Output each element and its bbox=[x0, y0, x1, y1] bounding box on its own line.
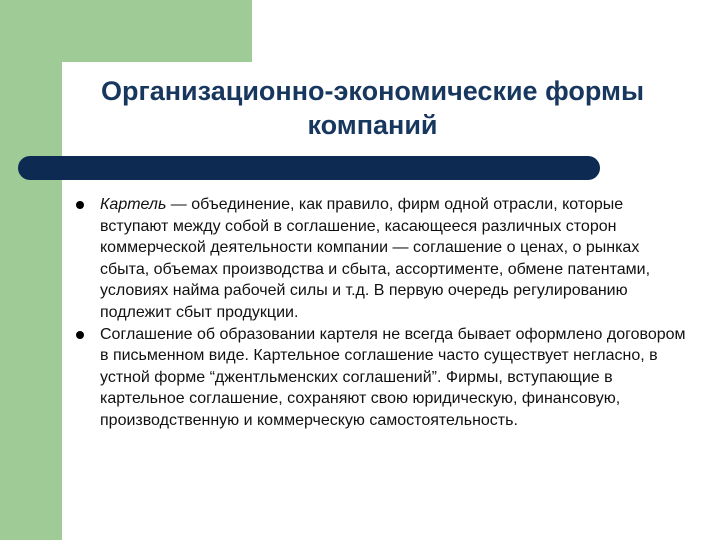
slide-title: Организационно-экономические формы компаний bbox=[100, 76, 645, 140]
bullet-icon bbox=[76, 201, 84, 209]
bullet-list bbox=[72, 194, 692, 432]
bullet-icon bbox=[76, 331, 84, 339]
term-kartel: Картель bbox=[100, 196, 167, 213]
title-divider bbox=[18, 156, 600, 180]
green-accent-left bbox=[0, 0, 62, 540]
list-item bbox=[72, 194, 692, 324]
list-item bbox=[72, 324, 692, 432]
bullet-text: — объединение, как правило, фирм одной отрасли, которые вступают между собой в соглашение, касающееся различных сторон коммерческой деятельности компании — соглашение о ценах, о рынках сбыта, объемах производства и сбыта, ассортименте, обмене патентами, условиях найма рабочей силы и т.д. В первую очередь регулированию подлежит сбыт продукции. bbox=[100, 196, 651, 321]
bullet-text: Соглашение об образовании картеля не всегда бывает оформлено договором в письменном виде. Картельное соглашение часто существует негласно, в устной форме “джентльменских соглашений”. Фирмы, вступающие в картельное соглашение, сохраняют свою юридическую, финансовую, производственную и коммерческую самостоятельность. bbox=[100, 325, 686, 429]
